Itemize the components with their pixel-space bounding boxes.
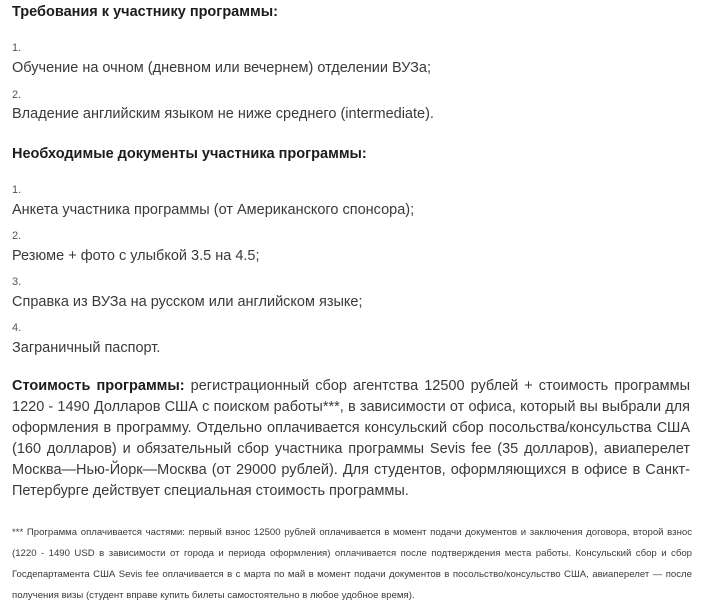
requirement-item-2: Владение английским языком не ниже среднего (intermediate). — [12, 106, 434, 122]
document-number-3: 3. — [12, 276, 22, 288]
document-item-3: Справка из ВУЗа на русском или английском языке; — [12, 294, 363, 310]
payment-footnote: *** Программа оплачивается частями: первый взнос 12500 рублей оплачивается в момент подачи документов и заключения договора, второй взнос (1220 - 1490 USD в зависимости от города и периода оформления) оплачивается после подтверждения места работы. Консульский сбор и сбор Госдепартамента США Sevis fee оплачивается в с марта по май в момент подачи документов в посольство/консульство США, авиаперелет — после получения визы (студент вправе купить билеты самостоятельно в любое удобное время). — [12, 527, 692, 601]
document-item-1: Анкета участника программы (от Американского спонсора); — [12, 202, 415, 218]
document-item-4: Заграничный паспорт. — [12, 340, 161, 356]
requirement-item-1: Обучение на очном (дневном или вечернем) отделении ВУЗа; — [12, 60, 431, 76]
document-number-2: 2. — [12, 230, 22, 242]
cost-paragraph — [12, 376, 690, 502]
documents-heading: Необходимые документы участника программы: — [12, 146, 367, 162]
requirements-heading: Требования к участнику программы: — [12, 4, 278, 20]
cost-label: Стоимость программы: — [12, 378, 185, 394]
document-item-2: Резюме + фото с улыбкой 3.5 на 4.5; — [12, 248, 260, 264]
cost-text: регистрационный сбор агентства 12500 рублей + стоимость программы 1220 - 1490 Долларов США с поиском работы***, в зависимости от офиса, который вы выбрали для оформления в программу. Отдельно оплачивается консульский сбор посольства/консульства США (160 долларов) и обязательный сбор участника программы Sevis fee (35 долларов), авиаперелет Москва—Нью-Йорк—Москва (от 29000 рублей). Для студентов, оформляющихся в офисе в Санкт-Петербурге действует специальная стоимость программы. — [12, 378, 690, 499]
requirement-number-1: 1. — [12, 42, 22, 54]
requirement-number-2: 2. — [12, 89, 22, 101]
document-number-1: 1. — [12, 184, 22, 196]
document-number-4: 4. — [12, 322, 22, 334]
